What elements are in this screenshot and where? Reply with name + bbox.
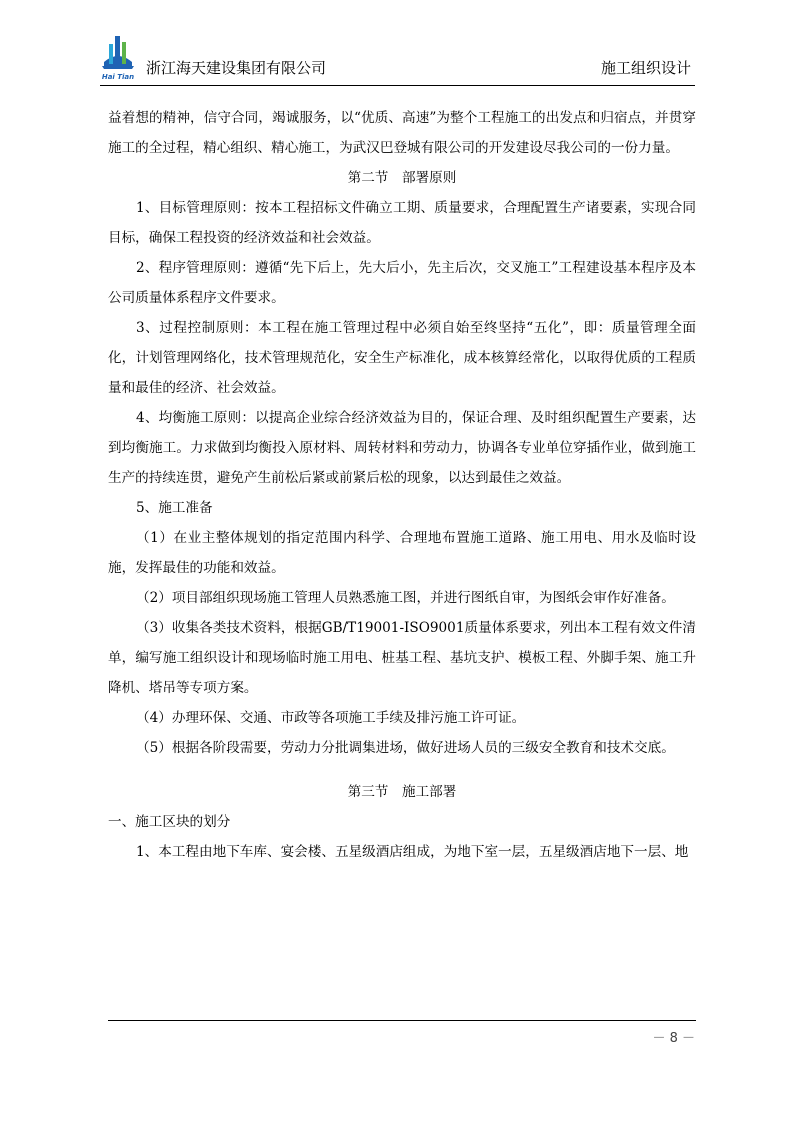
document-body: [108, 103, 696, 867]
paragraph-prep-item-3: （3）收集各类技术资料，根据GB/T19001-ISO9001质量体系要求，列出本工程有效文件清单，编写施工组织设计和现场临时施工用电、桩基工程、基坑支护、模板工程、外脚手架、施工升降机、塔吊等专项方案。: [108, 620, 696, 696]
paragraph-continuation: 益着想的精神，信守合同，竭诚服务，以“优质、高速”为整个工程施工的出发点和归宿点，并贯穿施工的全过程，精心组织、精心施工，为武汉巴登城有限公司的开发建设尽我公司的一份力量。: [108, 110, 696, 156]
paragraph-process-control: 3、过程控制原则：本工程在施工管理过程中必须自始至终坚持“五化”，即：质量管理全面化，计划管理网络化，技术管理规范化，安全生产标准化，成本核算经常化，以取得优质的工程质量和最佳的经济、社会效益。: [108, 320, 696, 396]
paragraph-project-composition: 1、本工程由地下车库、宴会楼、五星级酒店组成，为地下室一层，五星级酒店地下一层、地: [136, 844, 689, 860]
haitian-logo-icon: [100, 30, 136, 82]
page-number: － 8 －: [652, 1031, 695, 1046]
paragraph-procedure-management: 2、程序管理原则：遵循“先下后上，先大后小，先主后次，交叉施工”工程建设基本程序及本公司质量体系程序文件要求。: [108, 260, 696, 306]
paragraph-goal-management: 1、目标管理原则：按本工程招标文件确立工期、质量要求，合理配置生产诸要素，实现合同目标，确保工程投资的经济效益和社会效益。: [108, 200, 696, 246]
svg-text:Hai Tian: Hai Tian: [101, 73, 135, 81]
page-header: [100, 30, 695, 84]
header-divider: [100, 85, 695, 86]
section-heading-2: 第二节 部署原则: [347, 170, 457, 186]
paragraph-prep-item-5: （5）根据各阶段需要，劳动力分批调集进场，做好进场人员的三级安全教育和技术交底。: [136, 740, 675, 756]
section-heading-3: 第三节 施工部署: [347, 784, 457, 800]
document-title: 施工组织设计: [600, 59, 691, 77]
company-name: 浙江海天建设集团有限公司: [146, 59, 327, 77]
paragraph-balanced-construction: 4、均衡施工原则：以提高企业综合经济效益为目的，保证合理、及时组织配置生产要素，达到均衡施工。力求做到均衡投入原材料、周转材料和劳动力，协调各专业单位穿插作业，做到施工生产的持续连贯，避免产生前松后紧或前紧后松的现象，以达到最佳之效益。: [108, 410, 696, 486]
paragraph-prep-item-4: （4）办理环保、交通、市政等各项施工手续及排污施工许可证。: [136, 710, 526, 726]
paragraph-construction-prep: 5、施工准备: [136, 500, 213, 516]
paragraph-prep-item-2: （2）项目部组织现场施工管理人员熟悉施工图，并进行图纸自审，为图纸会审作好准备。: [136, 590, 675, 606]
subheading-block-division: 一、施工区块的划分: [108, 814, 231, 830]
footer-divider: [108, 1020, 696, 1021]
paragraph-prep-item-1: （1）在业主整体规划的指定范围内科学、合理地布置施工道路、施工用电、用水及临时设施，发挥最佳的功能和效益。: [108, 530, 696, 576]
